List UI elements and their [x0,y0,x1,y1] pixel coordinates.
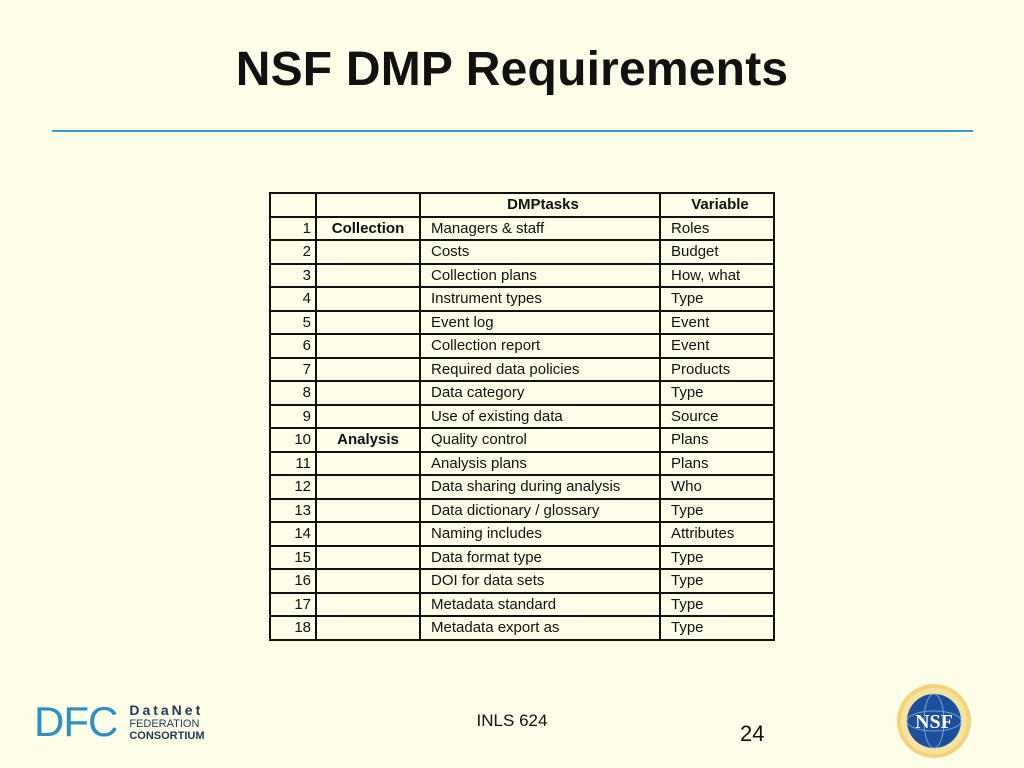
row-phase: Analysis [316,428,420,452]
row-variable: Plans [660,428,774,452]
title-underline [52,130,973,132]
row-number: 11 [270,452,316,476]
header-num [270,193,316,217]
row-phase [316,452,420,476]
row-number: 2 [270,240,316,264]
table-row [270,217,774,241]
table-row [270,287,774,311]
row-phase [316,358,420,382]
table-row [270,334,774,358]
header-variable: Variable [660,193,774,217]
row-phase [316,405,420,429]
row-task: Data dictionary / glossary [420,499,660,523]
row-number: 18 [270,616,316,640]
header-task: DMPtasks [420,193,660,217]
row-number: 10 [270,428,316,452]
row-phase: Collection [316,217,420,241]
row-task: Metadata export as [420,616,660,640]
table-header-row [270,193,774,217]
dfc-logo-line1: DataNet [129,701,204,718]
table-row [270,593,774,617]
row-variable: Roles [660,217,774,241]
row-phase [316,287,420,311]
row-variable: Attributes [660,522,774,546]
table-body [270,217,774,640]
row-variable: Source [660,405,774,429]
row-task: Naming includes [420,522,660,546]
row-number: 14 [270,522,316,546]
row-number: 12 [270,475,316,499]
row-number: 6 [270,334,316,358]
footer-course: INLS 624 [476,711,548,730]
table-row [270,616,774,640]
row-number: 16 [270,569,316,593]
row-variable: How, what [660,264,774,288]
row-task: Event log [420,311,660,335]
row-number: 1 [270,217,316,241]
table-row [270,405,774,429]
row-phase [316,240,420,264]
row-task: Collection report [420,334,660,358]
row-task: Required data policies [420,358,660,382]
dfc-logo-letters: DFC [34,698,118,745]
row-phase [316,475,420,499]
row-task: Analysis plans [420,452,660,476]
row-task: Data sharing during analysis [420,475,660,499]
row-number: 9 [270,405,316,429]
slide-title: NSF DMP Requirements [235,43,789,96]
table-row [270,475,774,499]
page-number: 24 [740,721,765,746]
row-phase [316,569,420,593]
table-row [270,381,774,405]
row-task: Managers & staff [420,217,660,241]
row-number: 4 [270,287,316,311]
row-number: 5 [270,311,316,335]
row-phase [316,522,420,546]
row-variable: Budget [660,240,774,264]
row-variable: Who [660,475,774,499]
table-row [270,264,774,288]
table-row [270,428,774,452]
row-variable: Type [660,546,774,570]
row-task: Data category [420,381,660,405]
table-row [270,546,774,570]
row-variable: Type [660,616,774,640]
table-row [270,569,774,593]
row-task: Costs [420,240,660,264]
row-variable: Type [660,499,774,523]
row-number: 15 [270,546,316,570]
dfc-logo-line3: CONSORTIUM [129,729,205,742]
row-variable: Plans [660,452,774,476]
row-task: Collection plans [420,264,660,288]
table-row [270,499,774,523]
row-variable: Type [660,593,774,617]
row-phase [316,499,420,523]
table-row [270,311,774,335]
table-row [270,522,774,546]
dfc-logo-line2: FEDERATION [129,717,200,730]
row-task: Data format type [420,546,660,570]
table-row [270,358,774,382]
row-variable: Type [660,287,774,311]
row-phase [316,334,420,358]
nsf-logo-text: NSF [915,711,953,733]
row-number: 3 [270,264,316,288]
row-phase [316,593,420,617]
row-task: Metadata standard [420,593,660,617]
row-number: 7 [270,358,316,382]
row-phase [316,546,420,570]
header-phase [316,193,420,217]
row-variable: Type [660,569,774,593]
row-phase [316,381,420,405]
row-variable: Products [660,358,774,382]
row-phase [316,264,420,288]
row-task: Quality control [420,428,660,452]
row-task: Use of existing data [420,405,660,429]
row-phase [316,616,420,640]
nsf-logo [895,682,973,760]
row-number: 8 [270,381,316,405]
row-variable: Event [660,334,774,358]
row-variable: Event [660,311,774,335]
row-task: Instrument types [420,287,660,311]
row-number: 13 [270,499,316,523]
row-phase [316,311,420,335]
dmp-table [269,192,775,641]
table-row [270,240,774,264]
row-number: 17 [270,593,316,617]
row-variable: Type [660,381,774,405]
row-task: DOI for data sets [420,569,660,593]
table-row [270,452,774,476]
